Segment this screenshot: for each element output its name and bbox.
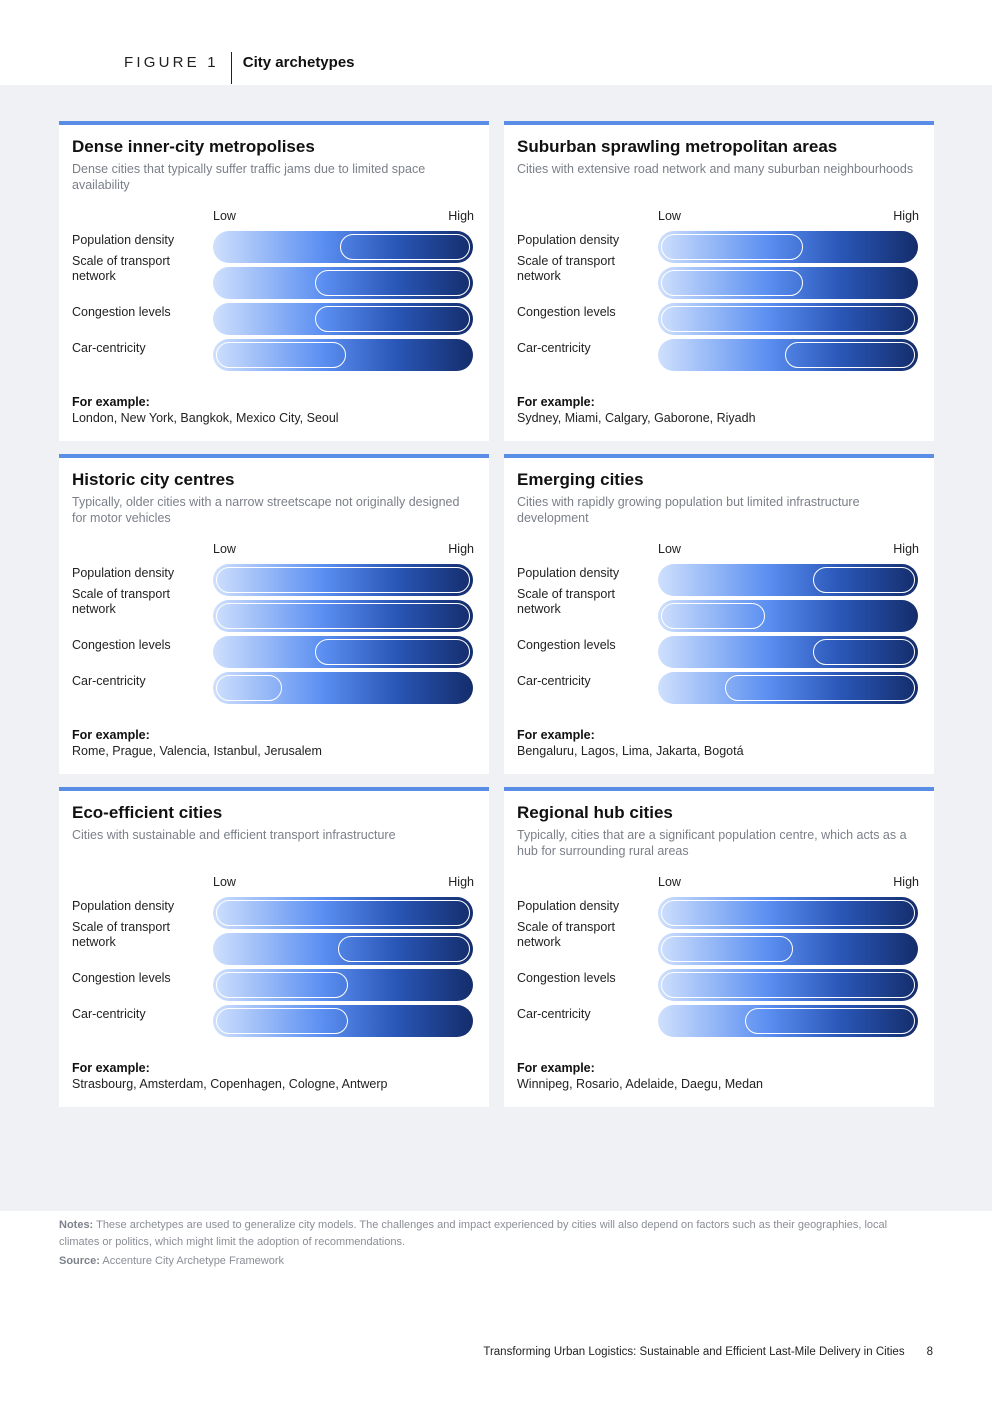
- metric-bar: [658, 267, 918, 299]
- metric-label: Car-centricity: [72, 341, 146, 355]
- example-label: For example:: [72, 395, 150, 409]
- metric-bar: [658, 969, 918, 1001]
- metric-bar: [213, 933, 473, 965]
- archetype-card: [59, 454, 489, 774]
- report-title: [483, 1346, 904, 1358]
- metric-bar: [213, 231, 473, 263]
- figure-title: City archetypes: [242, 54, 355, 71]
- metric-bar: [213, 303, 473, 335]
- metric-label: Congestion levels: [517, 971, 616, 985]
- metric-range-highlight: [216, 972, 348, 998]
- example-label: For example:: [517, 395, 595, 409]
- metric-bar: [213, 969, 473, 1001]
- archetype-description: Cities with extensive road network and many suburban neighbourhoods: [517, 162, 914, 176]
- metric-label: Car-centricity: [72, 674, 146, 688]
- metric-bar: [213, 339, 473, 371]
- scale-high-label: High: [893, 542, 919, 556]
- metric-bar: [213, 636, 473, 668]
- metric-label: Population density: [72, 566, 175, 580]
- metric-label: Car-centricity: [517, 341, 591, 355]
- metric-bar: [658, 600, 918, 632]
- metric-label: Car-centricity: [72, 1007, 146, 1021]
- metric-range-highlight: [661, 603, 765, 629]
- scale-high-label: High: [893, 875, 919, 889]
- metric-range-highlight: [813, 639, 915, 665]
- metric-label: Scale of transport network: [517, 254, 615, 283]
- scale-low-label: Low: [213, 209, 236, 223]
- metric-range-highlight: [661, 900, 915, 926]
- archetype-title: Emerging cities: [517, 470, 644, 489]
- metric-range-highlight: [216, 675, 282, 701]
- metric-label: Congestion levels: [517, 638, 616, 652]
- metric-label: Congestion levels: [72, 971, 171, 985]
- metric-bar: [658, 564, 918, 596]
- source-label: Source:: [59, 1255, 100, 1267]
- metric-label: Car-centricity: [517, 1007, 591, 1021]
- scale-low-label: Low: [658, 542, 681, 556]
- metric-label: Congestion levels: [72, 305, 171, 319]
- metric-bar: [213, 672, 473, 704]
- metric-label: Scale of transport network: [517, 920, 615, 949]
- archetype-card: [59, 787, 489, 1107]
- scale-high-label: High: [448, 875, 474, 889]
- figure-header: [124, 52, 355, 86]
- example-label: For example:: [72, 1061, 150, 1075]
- figure-source: [59, 1255, 284, 1267]
- metric-bar: [658, 933, 918, 965]
- metric-label: Population density: [72, 233, 175, 247]
- example-cities: Winnipeg, Rosario, Adelaide, Daegu, Medan: [517, 1077, 763, 1091]
- metric-range-highlight: [661, 972, 915, 998]
- metric-range-highlight: [661, 270, 803, 296]
- archetype-card: [59, 121, 489, 441]
- metric-bar: [213, 897, 473, 929]
- example-cities: Strasbourg, Amsterdam, Copenhagen, Cologne, Antwerp: [72, 1077, 388, 1091]
- metric-range-highlight: [216, 603, 470, 629]
- example-label: For example:: [72, 728, 150, 742]
- metric-bar: [213, 600, 473, 632]
- metric-label: Population density: [72, 899, 175, 913]
- example-cities: London, New York, Bangkok, Mexico City, Seoul: [72, 411, 339, 425]
- archetype-title: Regional hub cities: [517, 803, 673, 822]
- metric-label: Population density: [517, 233, 620, 247]
- metric-label: Congestion levels: [517, 305, 616, 319]
- metric-bar: [658, 1005, 918, 1037]
- scale-high-label: High: [448, 209, 474, 223]
- metric-bar: [658, 231, 918, 263]
- archetype-card: [504, 787, 934, 1107]
- archetype-title: Historic city centres: [72, 470, 235, 489]
- metric-range-highlight: [216, 342, 346, 368]
- metric-range-highlight: [785, 342, 915, 368]
- metric-range-highlight: [315, 306, 470, 332]
- archetype-title: Eco-efficient cities: [72, 803, 223, 822]
- example-label: For example:: [517, 1061, 595, 1075]
- metric-range-highlight: [661, 936, 793, 962]
- example-cities: Bengaluru, Lagos, Lima, Jakarta, Bogotá: [517, 744, 744, 758]
- metric-bar: [658, 672, 918, 704]
- scale-low-label: Low: [213, 542, 236, 556]
- archetype-description: Cities with sustainable and efficient transport infrastructure: [72, 828, 396, 842]
- page-footer: [483, 1346, 933, 1358]
- notes-text: These archetypes are used to generalize city models. The challenges and impact experienced by cities will also depend on factors such as their geographies, local climates or politics, which might limit the adoption of recommendations.: [59, 1219, 888, 1248]
- metric-range-highlight: [315, 270, 470, 296]
- scale-high-label: High: [448, 542, 474, 556]
- metric-bar: [213, 1005, 473, 1037]
- archetype-card: [504, 454, 934, 774]
- metric-label: Scale of transport network: [72, 254, 170, 283]
- metric-range-highlight: [315, 639, 470, 665]
- archetype-title: Suburban sprawling metropolitan areas: [517, 137, 838, 156]
- scale-low-label: Low: [658, 875, 681, 889]
- archetype-description: Typically, older cities with a narrow streetscape not originally designed for motor vehicles: [72, 495, 460, 525]
- metric-range-highlight: [661, 234, 803, 260]
- scale-high-label: High: [893, 209, 919, 223]
- archetype-description: Typically, cities that are a significant population centre, which acts as a hub for surrounding rural areas: [517, 828, 907, 858]
- figure-notes: [59, 1217, 919, 1251]
- example-cities: Sydney, Miami, Calgary, Gaborone, Riyadh: [517, 411, 756, 425]
- report-title-bold: Transforming Urban Logistics: [483, 1346, 634, 1358]
- metric-range-highlight: [725, 675, 916, 701]
- figure-number: FIGURE 1: [124, 54, 219, 71]
- metric-range-highlight: [813, 567, 915, 593]
- report-title-rest: : Sustainable and Efficient Last-Mile Delivery in Cities: [633, 1346, 905, 1358]
- notes-label: Notes:: [59, 1219, 94, 1231]
- metric-bar: [213, 267, 473, 299]
- metric-range-highlight: [338, 936, 470, 962]
- archetype-description: Dense cities that typically suffer traffic jams due to limited space availability: [72, 162, 426, 192]
- metric-label: Scale of transport network: [72, 587, 170, 616]
- metric-range-highlight: [216, 900, 470, 926]
- metric-range-highlight: [216, 1008, 348, 1034]
- archetype-card: [504, 121, 934, 441]
- metric-label: Population density: [517, 899, 620, 913]
- metric-range-highlight: [745, 1008, 915, 1034]
- archetype-title: Dense inner-city metropolises: [72, 137, 315, 156]
- scale-low-label: Low: [658, 209, 681, 223]
- metric-range-highlight: [661, 306, 915, 332]
- scale-low-label: Low: [213, 875, 236, 889]
- metric-bar: [213, 564, 473, 596]
- example-label: For example:: [517, 728, 595, 742]
- source-text: Accenture City Archetype Framework: [102, 1255, 284, 1267]
- metric-range-highlight: [340, 234, 470, 260]
- figure-panel: [0, 85, 992, 1267]
- metric-label: Scale of transport network: [72, 920, 170, 949]
- metric-range-highlight: [216, 567, 470, 593]
- metric-bar: [658, 636, 918, 668]
- metric-label: Population density: [517, 566, 620, 580]
- metric-bar: [658, 303, 918, 335]
- metric-label: Congestion levels: [72, 638, 171, 652]
- metric-bar: [658, 339, 918, 371]
- example-cities: Rome, Prague, Valencia, Istanbul, Jerusalem: [72, 744, 322, 758]
- metric-label: Car-centricity: [517, 674, 591, 688]
- page-number: 8: [926, 1346, 933, 1358]
- metric-bar: [658, 897, 918, 929]
- metric-label: Scale of transport network: [517, 587, 615, 616]
- archetype-description: Cities with rapidly growing population but limited infrastructure development: [517, 495, 860, 525]
